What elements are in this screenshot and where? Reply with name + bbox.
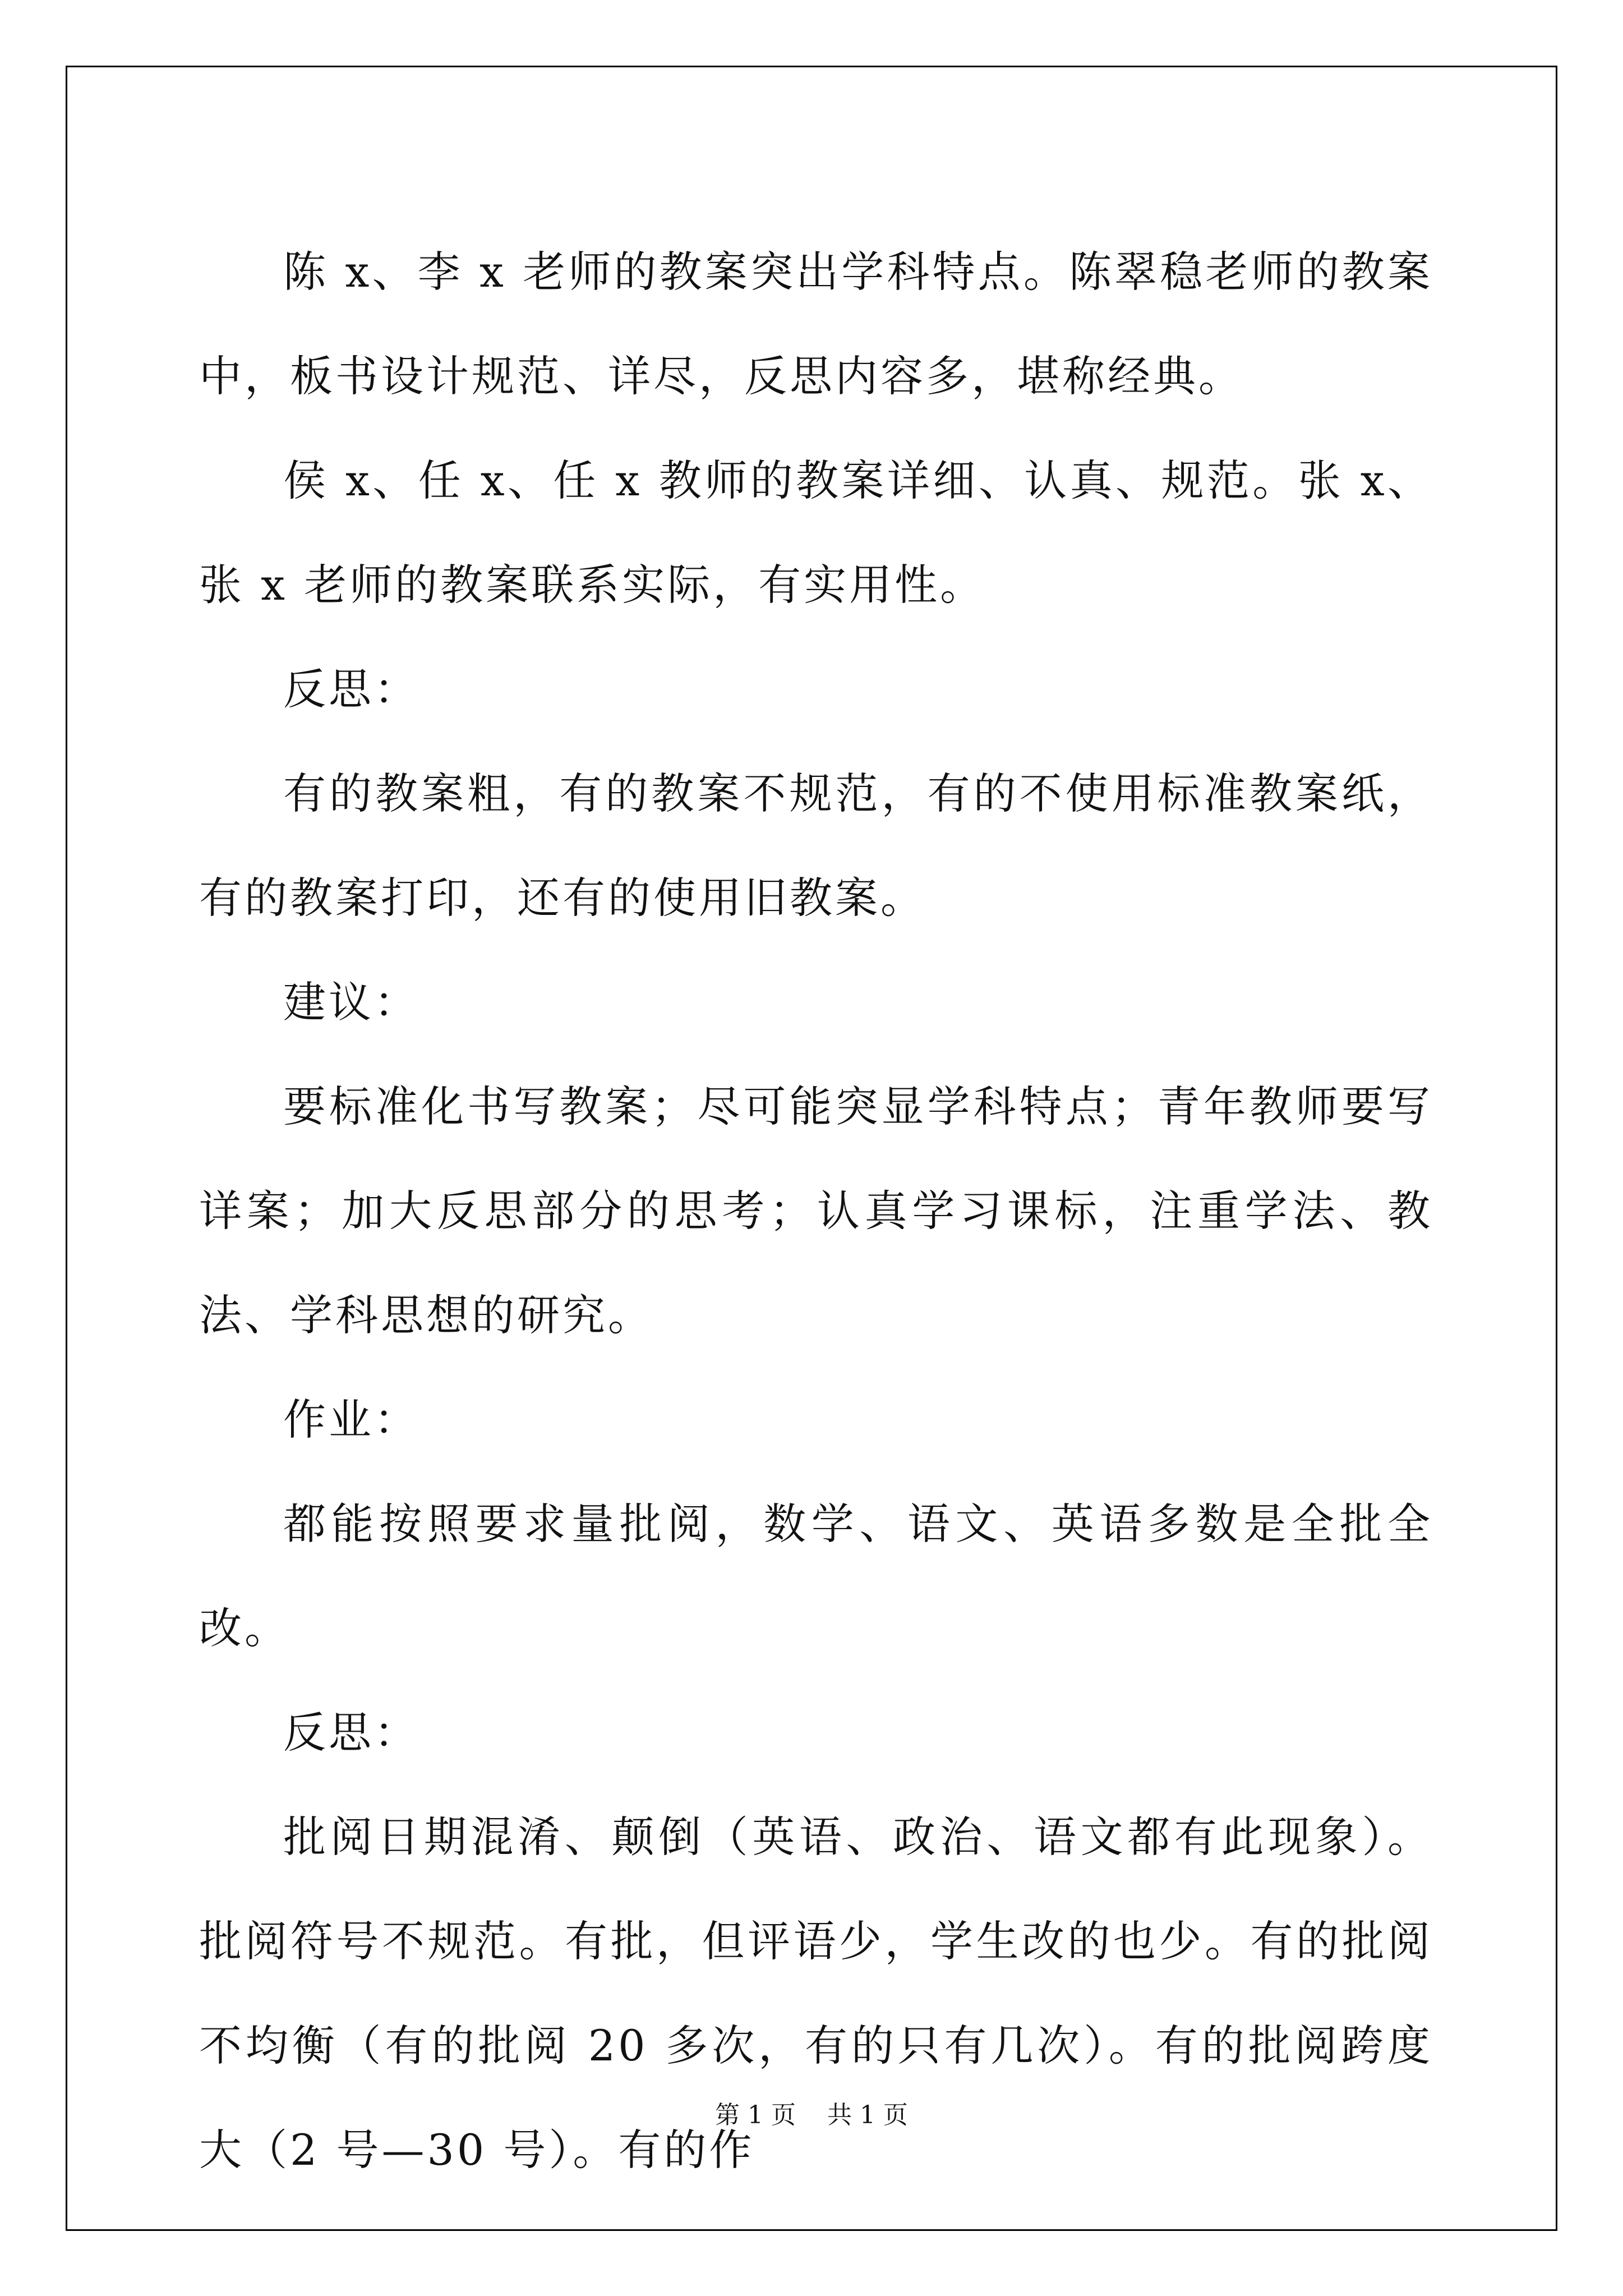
paragraph: 要标准化书写教案；尽可能突显学科特点；青年教师要写详案；加大反思部分的思考；认真学习课标，注重学法、教法、学科思想的研究。 bbox=[199, 1082, 1433, 1340]
page-footer: 第 1 页 共 1 页 bbox=[715, 2101, 908, 2129]
paragraph: 侯 x、任 x、任 x 教师的教案详细、认真、规范。张 x、张 x 老师的教案联系实际，有实用性。 bbox=[199, 455, 1433, 610]
paragraph: 有的教案粗，有的教案不规范，有的不使用标准教案纸，有的教案打印，还有的使用旧教案。 bbox=[199, 769, 1433, 923]
section-heading: 建议： bbox=[283, 977, 419, 1027]
paragraph: 批阅日期混淆、颠倒（英语、政治、语文都有此现象）。批阅符号不规范。有批，但评语少，学生改的也少。有的批阅不均衡（有的批阅 20 多次，有的只有几次）。有的批阅跨度大（2 号—30 号）。有的作 bbox=[199, 1812, 1433, 2175]
section-heading: 作业： bbox=[283, 1395, 419, 1444]
section-heading: 反思： bbox=[283, 1708, 419, 1757]
section-heading: 反思： bbox=[283, 664, 419, 714]
paragraph: 陈 x、李 x 老师的教案突出学科特点。陈翠稳老师的教案中，板书设计规范、详尽，反思内容多，堪称经典。 bbox=[199, 247, 1433, 401]
document-body bbox=[199, 220, 1433, 2202]
paragraph: 都能按照要求量批阅，数学、语文、英语多数是全批全改。 bbox=[199, 1499, 1433, 1653]
